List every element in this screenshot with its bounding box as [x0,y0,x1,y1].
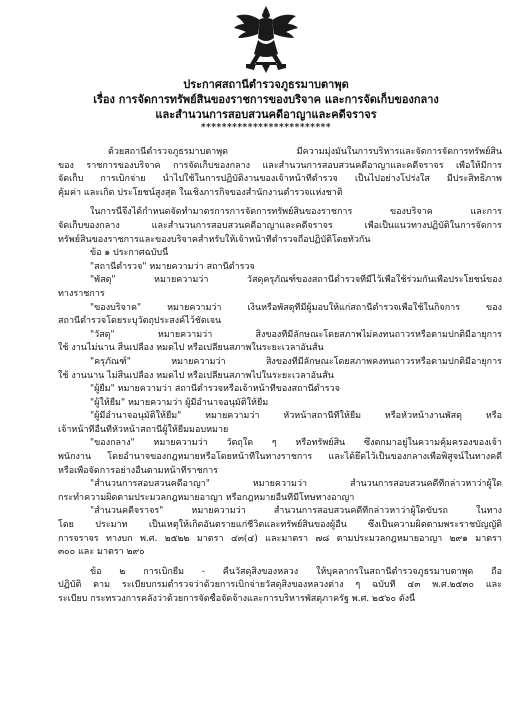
issuer-title: ประกาศสถานีตำรวจภูธรมาบตาพุด [183,78,349,91]
definition-line: "ครุภัณฑ์" หมายความว่า สิ่งของที่มีลักษณะโดยสภาพคงทนถาวรหรือตามปกติมีอายุการ [90,356,502,367]
paragraph-line: ในการนี้จึงได้กำหนดจัดทำมาตรการการจัดการทรัพย์สินของราชการ ของบริจาค และการ [90,207,502,218]
star-divider: ************************* [200,123,332,133]
definition-line: "วัสดุ" หมายความว่า สิ่งของที่มีลักษณะโดยสภาพไม่คงทนถาวรหรือตามปกติมีอายุการ [90,329,502,340]
definition-line: "ผู้ให้ยืม" หมายความว่า ผู้มีอำนาจอนุมัติให้ยืม [90,397,269,408]
subject-line-continued: และสำนวนการสอบสวนคดีอาญาและคดีจราจร [155,108,377,121]
garuda-emblem-icon [232,4,300,74]
announcement-body [58,146,502,607]
definition-line: กระทำความผิดตามประมวลกฎหมายอาญา หรือกฎหมายอื่นที่มีโทษทางอาญา [58,492,355,503]
definition-line: การจราจร ทางบก พ.ศ. ๒๕๒๒ มาตรา ๔๓(๔) และมาตรา ๗๘ ตามประมวลกฎหมายอาญา ๒๙๑ มาตรา [58,533,502,544]
definition-line: ใช้ งานไม่นาน สิ้นเปลือง หมดไป หรือเปลี่ยนสภาพในระยะเวลาอันสั้น [58,343,324,354]
definition-line: "สำนวนการสอบสวนคดีอาญา" หมายความว่า สำนวนการสอบสวนคดีที่กล่าวหาว่าผู้ใด [90,479,502,490]
subject-line: เรื่อง การจัดการทรัพย์สินของราชการของบริจาค และการจัดเก็บของกลาง [93,93,439,106]
definition-line: ๓๐๐ และ มาตรา ๒๙๐ [58,547,145,558]
definition-line: พนักงาน โดยอำนาจของกฎหมายหรือโดยหน้าที่ในทางราชการ และได้ยึดไว้เป็นของกลางเพื่อพิสูจน์ในทางคดี [58,452,502,463]
definition-line: หรือเพื่อจัดการอย่างอื่นตามหน้าที่ราชการ [58,465,218,476]
paragraph-line: ของ ราชการของบริจาค การจัดเก็บของกลาง และสำนวนการสอบสวนคดีอาญาและคดีจราจร เพื่อให้มีการ [58,160,502,171]
clause-line: ระเบียบ กระทรวงการคลังว่าด้วยการจัดซื้อจัดจ้างและการบริหารพัสดุภาครัฐ พ.ศ. ๒๕๖๐ ดังนี้ [58,594,416,604]
definition-line: สถานีตำรวจโดยระบุวัตถุประสงค์ไว้ชัดเจน [58,316,222,327]
clause-heading: ข้อ ๑ ประกาศฉบับนี้ [90,248,169,259]
definition-line: ใช้ งานนาน ไม่สิ้นเปลือง หมดไป หรือเปลี่ยนสภาพไปในระยะเวลาอันสั้น [58,370,334,381]
clause-line: ข้อ ๒ การเบิกยืม - คืนวัสดุสิ่งของหลวง ให้บุคลากรในสถานีตำรวจภูธรมาบตาพุด ถือ [90,566,502,577]
definition-line: "ของบริจาค" หมายความว่า เงินหรือพัสดุที่มีผู้มอบให้แก่สถานีตำรวจเพื่อใช้ในกิจการ ของ [90,302,502,313]
paragraph-line: ด้วยสถานีตำรวจภูธรมาบตาพุด มีความมุ่งมั่นในการบริหารและจัดการจัดการทรัพย์สิน [108,147,502,157]
definition-line: "สำนวนคดีจราจร" หมายความว่า สำนวนการสอบสวนคดีที่กล่าวหาว่าผู้ใดขับรถ ในทาง [90,506,502,517]
definition-line: "ของกลาง" หมายความว่า วัตถุใด ๆ หรือทรัพย์สิน ซึ่งตกมาอยู่ในความคุ้มครองของเจ้า [90,438,502,449]
announcement-header [0,77,532,134]
definition-line: "พัสดุ" หมายความว่า วัสดุครุภัณฑ์ของสถานีตำรวจที่มีไว้เพื่อใช้ร่วมกันเพื่อประโยชน์ของ [90,275,502,286]
definition-line: "สถานีตำรวจ" หมายความว่า สถานีตำรวจ [90,261,255,272]
definition-line: "ผู้มีอำนาจอนุมัติให้ยืม" หมายความว่า หัวหน้าสถานีที่ให้ยืม หรือหัวหน้างานพัสดุ หรือ [90,411,502,422]
definition-line: ทางราชการ [58,288,105,299]
definition-line: เจ้าหน้าที่อื่นที่หัวหน้าสถานีผู้ให้ยืมมอบหมาย [58,424,229,435]
paragraph-line: จัดเก็บของกลาง และสำนวนการสอบสวนคดีอาญาและคดีจราจร เพื่อเป็นแนวทางปฏิบัติในการจัดการ [58,220,502,231]
definition-line: "ผู้ยืม" หมายความว่า สถานีตำรวจหรือเจ้าหน้าที่ของสถานีตำรวจ [90,384,340,395]
paragraph-line: คุ้มค่า และเกิด ประโยชน์สูงสุด ในเชิงภารกิจของสำนักงานตำรวจแห่งชาติ [58,187,343,198]
clause-line: ปฏิบัติ ตาม ระเบียบกรมตำรวจว่าด้วยการเบิกจ่ายวัสดุสิ่งของหลวงต่าง ๆ ฉบับที่ ๔๓ พ.ศ.๒๕๓๐ และ [58,580,502,591]
paragraph-line: จัดเก็บ การเบิกจ่าย นำไปใช้ในการปฏิบัติงานของเจ้าหน้าที่ตำรวจ เป็นไปอย่างโปร่งใส มีประสิทธิภาพ [58,174,502,185]
paragraph-line: ทรัพย์สินของราชการและของบริจาคสำหรับให้เจ้าหน้าที่ตำรวจถือปฏิบัติโดยทั่วกัน [58,234,371,245]
definition-line: โดย ประมาท เป็นเหตุให้เกิดอันตรายแก่ชีวิตและทรัพย์สินของผู้อื่น ซึ่งเป็นความผิดตามพระราชบัญญัติ [58,520,502,531]
